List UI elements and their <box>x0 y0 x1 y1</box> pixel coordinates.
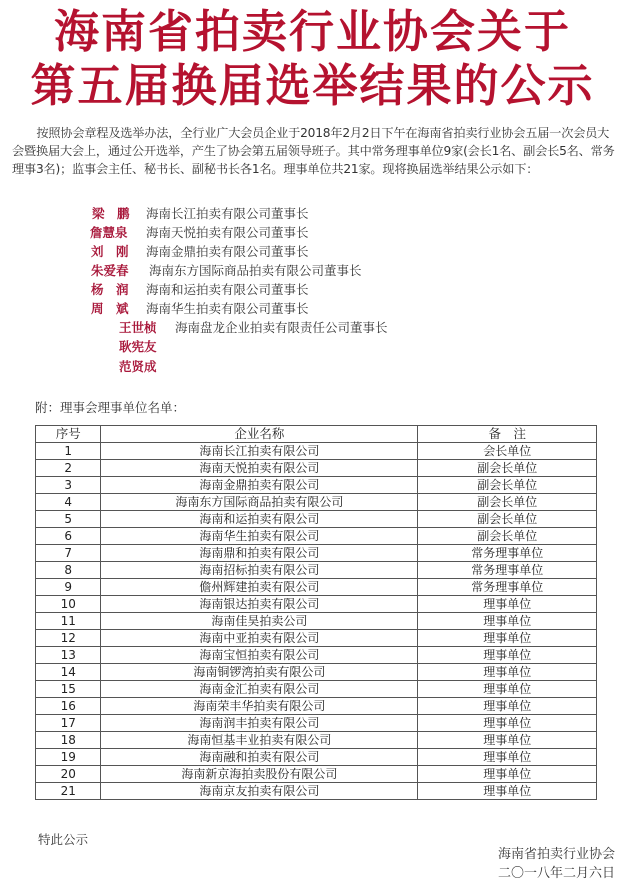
cell-remarks: 副会长单位 <box>418 477 597 494</box>
cell-number: 9 <box>36 579 101 596</box>
cell-company-name: 海南东方国际商品拍卖有限公司 <box>101 494 418 511</box>
cell-company-name: 海南金汇拍卖有限公司 <box>101 681 418 698</box>
officer-name: 杨 润 <box>91 282 129 297</box>
officer-organization: 海南华生拍卖有限公司董事长 <box>146 301 309 316</box>
cell-company-name: 海南天悦拍卖有限公司 <box>101 460 418 477</box>
cell-company-name: 海南润丰拍卖有限公司 <box>101 715 418 732</box>
header-remarks: 备 注 <box>418 426 597 443</box>
cell-company-name: 海南长江拍卖有限公司 <box>101 443 418 460</box>
cell-remarks: 理事单位 <box>418 698 597 715</box>
cell-remarks: 理事单位 <box>418 596 597 613</box>
appendix-label: 附：理事会理事单位名单： <box>35 400 186 415</box>
cell-company-name: 海南铜锣湾拍卖有限公司 <box>101 664 418 681</box>
header-number: 序号 <box>36 426 101 443</box>
intro-paragraph <box>12 124 618 178</box>
table-row <box>36 783 597 800</box>
cell-company-name: 海南京友拍卖有限公司 <box>101 783 418 800</box>
cell-remarks: 理事单位 <box>418 783 597 800</box>
cell-remarks: 副会长单位 <box>418 460 597 477</box>
cell-company-name: 海南中亚拍卖有限公司 <box>101 630 418 647</box>
table-row <box>36 715 597 732</box>
cell-remarks: 理事单位 <box>418 647 597 664</box>
table-row <box>36 443 597 460</box>
table-row <box>36 681 597 698</box>
signature-date: 二〇一八年二月六日 <box>497 866 615 881</box>
closing-text: 特此公示 <box>38 832 89 847</box>
cell-number: 2 <box>36 460 101 477</box>
cell-remarks: 常务理事单位 <box>418 562 597 579</box>
cell-number: 11 <box>36 613 101 630</box>
cell-number: 16 <box>36 698 101 715</box>
table-row <box>36 732 597 749</box>
cell-number: 8 <box>36 562 101 579</box>
cell-remarks: 理事单位 <box>418 715 597 732</box>
cell-remarks: 会长单位 <box>418 443 597 460</box>
table-row <box>36 579 597 596</box>
cell-remarks: 理事单位 <box>418 732 597 749</box>
cell-number: 5 <box>36 511 101 528</box>
cell-number: 4 <box>36 494 101 511</box>
intro-text: 按照协会章程及选举办法，全行业广大会员企业于2018年2月2日下午在海南省拍卖行业协会五届一次会员大会暨换届大会上，通过公开选举，产生了协会第五届领导班子。其中常务理事单位9家(会长1名、副会长5名、常务理事3名)；监事会主任、秘书长、副秘书长各1名。理事单位共21家。现将换届选举结果公示如下： <box>12 126 615 176</box>
cell-remarks: 副会长单位 <box>418 528 597 545</box>
cell-number: 17 <box>36 715 101 732</box>
officer-name: 范贤成 <box>119 359 157 374</box>
cell-number: 18 <box>36 732 101 749</box>
cell-company-name: 海南华生拍卖有限公司 <box>101 528 418 545</box>
cell-number: 13 <box>36 647 101 664</box>
officer-organization: 海南和运拍卖有限公司董事长 <box>146 282 309 297</box>
cell-remarks: 理事单位 <box>418 630 597 647</box>
table-row <box>36 630 597 647</box>
table-row <box>36 477 597 494</box>
table-row <box>36 766 597 783</box>
table-row <box>36 460 597 477</box>
council-units-table <box>35 425 597 800</box>
cell-company-name: 海南荣丰华拍卖有限公司 <box>101 698 418 715</box>
cell-remarks: 理事单位 <box>418 613 597 630</box>
cell-number: 20 <box>36 766 101 783</box>
table-row <box>36 613 597 630</box>
officer-name: 梁 鹏 <box>92 206 130 221</box>
cell-remarks: 常务理事单位 <box>418 579 597 596</box>
cell-company-name: 海南佳昊拍卖公司 <box>101 613 418 630</box>
table-row <box>36 511 597 528</box>
table-row <box>36 562 597 579</box>
title-line-1: 海南省拍卖行业协会关于 <box>53 5 571 58</box>
cell-number: 12 <box>36 630 101 647</box>
cell-company-name: 海南鼎和拍卖有限公司 <box>101 545 418 562</box>
cell-number: 6 <box>36 528 101 545</box>
cell-company-name: 海南银达拍卖有限公司 <box>101 596 418 613</box>
cell-company-name: 海南和运拍卖有限公司 <box>101 511 418 528</box>
table-row <box>36 647 597 664</box>
table-row <box>36 528 597 545</box>
cell-company-name: 海南金鼎拍卖有限公司 <box>101 477 418 494</box>
cell-number: 7 <box>36 545 101 562</box>
officer-name: 王世桢 <box>119 320 157 335</box>
cell-remarks: 副会长单位 <box>418 511 597 528</box>
cell-company-name: 海南宝恒拍卖有限公司 <box>101 647 418 664</box>
officer-organization: 海南盘龙企业拍卖有限责任公司董事长 <box>175 320 388 335</box>
cell-company-name: 海南新京海拍卖股份有限公司 <box>101 766 418 783</box>
table-row <box>36 545 597 562</box>
table-header-row <box>36 426 597 443</box>
cell-company-name: 海南招标拍卖有限公司 <box>101 562 418 579</box>
officer-organization: 海南金鼎拍卖有限公司董事长 <box>146 244 309 259</box>
cell-number: 10 <box>36 596 101 613</box>
table-row <box>36 749 597 766</box>
cell-company-name: 海南融和拍卖有限公司 <box>101 749 418 766</box>
cell-number: 19 <box>36 749 101 766</box>
cell-remarks: 理事单位 <box>418 664 597 681</box>
officer-name: 耿宪友 <box>119 339 157 354</box>
table-row <box>36 494 597 511</box>
table-row <box>36 596 597 613</box>
cell-remarks: 理事单位 <box>418 766 597 783</box>
cell-remarks: 副会长单位 <box>418 494 597 511</box>
cell-company-name: 海南恒基丰业拍卖有限公司 <box>101 732 418 749</box>
cell-number: 21 <box>36 783 101 800</box>
cell-remarks: 理事单位 <box>418 681 597 698</box>
title-line-2: 第五届换届选举结果的公示 <box>30 59 595 112</box>
officer-organization: 海南天悦拍卖有限公司董事长 <box>146 225 309 240</box>
officer-name: 朱爱春 <box>91 263 129 278</box>
officer-name: 周 斌 <box>91 301 129 316</box>
signature-org: 海南省拍卖行业协会 <box>497 847 615 862</box>
cell-number: 15 <box>36 681 101 698</box>
cell-number: 1 <box>36 443 101 460</box>
header-company-name: 企业名称 <box>101 426 418 443</box>
cell-remarks: 理事单位 <box>418 749 597 766</box>
officer-organization: 海南长江拍卖有限公司董事长 <box>146 206 309 221</box>
table-row <box>36 698 597 715</box>
officer-name: 詹慧泉 <box>90 225 128 240</box>
cell-company-name: 儋州辉建拍卖有限公司 <box>101 579 418 596</box>
officer-name: 刘 刚 <box>91 244 129 259</box>
table-row <box>36 664 597 681</box>
cell-number: 3 <box>36 477 101 494</box>
cell-remarks: 常务理事单位 <box>418 545 597 562</box>
cell-number: 14 <box>36 664 101 681</box>
officer-organization: 海南东方国际商品拍卖有限公司董事长 <box>149 263 362 278</box>
